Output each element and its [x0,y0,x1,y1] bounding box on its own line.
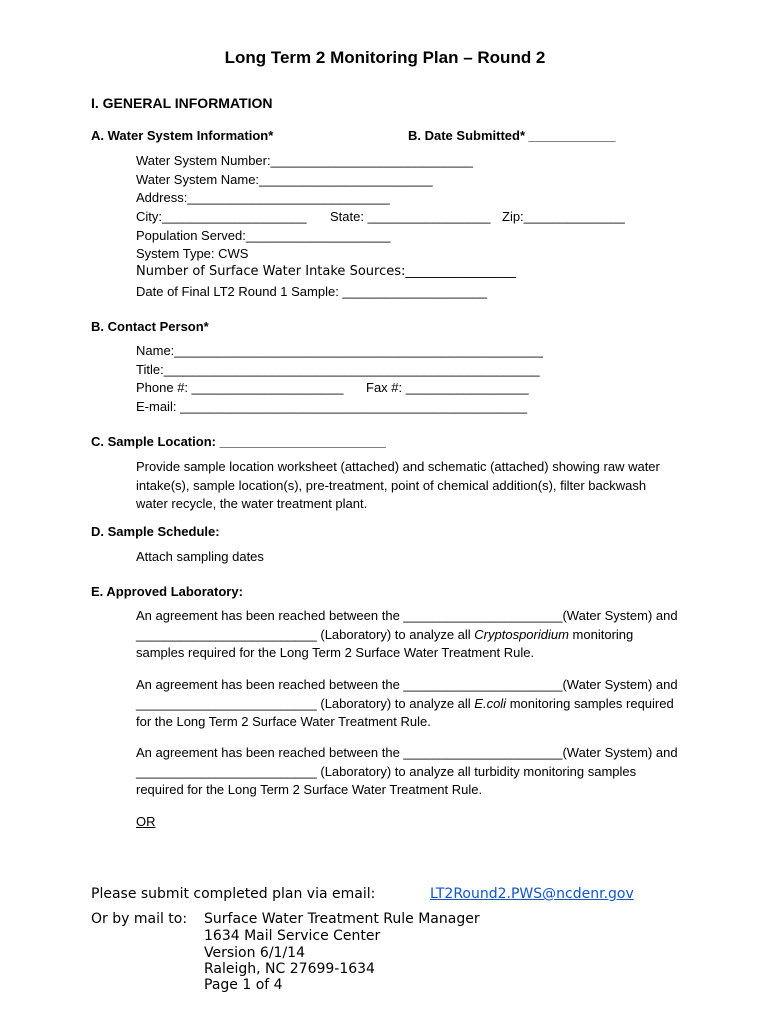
date-submitted-field[interactable]: B. Date Submitted* ____________ [408,128,616,143]
submit-email-label: Please submit completed plan via email: [91,886,376,902]
page-number: Page 1 of 4 [204,977,283,993]
agreement-text: An agreement has been reached between the ______________________(Water System) and _________________________ (Laboratory) to analyze all [136,677,678,711]
contact-person-heading: B. Contact Person* [91,319,209,334]
contact-title-field[interactable]: Title:____________________________________________________ [136,362,540,377]
water-system-number-field[interactable]: Water System Number:____________________________ [136,153,474,168]
email-field[interactable]: E-mail: ________________________________________________ [136,399,528,414]
agreement-text: monitoring samples required for the Long Term 2 Surface Water Treatment Rule. [136,695,674,729]
agreement-text: monitoring samples required for the Long Term 2 Surface Water Treatment Rule. [136,626,634,660]
water-system-info-heading: A. Water System Information* [91,128,274,143]
water-system-name-field[interactable]: Water System Name:________________________ [136,172,433,187]
address-field[interactable]: Address:____________________________ [136,190,390,205]
sample-location-heading[interactable]: C. Sample Location: _______________________ [91,434,386,449]
state-field[interactable]: State: _________________ [330,209,491,224]
agreement-text: An agreement has been reached between the ______________________(Water System) and _________________________ (Laboratory) to analyze all [136,608,678,642]
final-sample-date-field[interactable]: Date of Final LT2 Round 1 Sample: ____________________ [136,284,488,299]
section-general-heading: I. GENERAL INFORMATION [91,95,273,111]
sample-location-text: Provide sample location worksheet (attached) and schematic (attached) showing raw water intake(s), sample location(s), pre-treatment, point of chemical addition(s), filter backwash water recycle, the water treatment plant. [136,459,660,511]
lab-agreement-ecoli[interactable] [136,676,684,732]
or-separator: OR [136,814,156,829]
system-type-field: System Type: CWS [136,246,249,261]
organism-name: Cryptosporidium [474,626,569,642]
approved-laboratory-heading: E. Approved Laboratory: [91,584,243,599]
city-field[interactable]: City:____________________ [136,209,307,224]
page-title: Long Term 2 Monitoring Plan – Round 2 [224,48,546,67]
phone-field[interactable]: Phone #: _____________________ [136,380,344,395]
intake-sources-field[interactable]: Number of Surface Water Intake Sources:_________________ [136,264,516,279]
submission-email-link[interactable]: LT2Round2.PWS@ncdenr.gov [430,886,634,902]
organism-name: E.coli [474,695,507,711]
mail-address-line: 1634 Mail Service Center [204,928,381,944]
mail-label: Or by mail to: [91,911,188,927]
population-served-field[interactable]: Population Served:____________________ [136,228,391,243]
contact-name-field[interactable]: Name:___________________________________________________ [136,343,544,358]
lab-agreement-cryptosporidium[interactable] [136,607,684,663]
agreement-text: An agreement has been reached between the ______________________(Water System) and _________________________ (Laboratory) to analyze all turbidity monitoring samples required for the Long Term 2 Surface Water Treatment Rule. [136,745,678,797]
mail-address-line: Surface Water Treatment Rule Manager [204,911,480,927]
sample-schedule-text: Attach sampling dates [136,549,264,564]
lab-agreement-turbidity[interactable] [136,744,684,800]
zip-field[interactable]: Zip:______________ [502,209,625,224]
sample-schedule-heading: D. Sample Schedule: [91,524,220,539]
mail-address-line: Raleigh, NC 27699-1634 [204,961,375,977]
version-line: Version 6/1/14 [204,945,305,961]
fax-field[interactable]: Fax #: _________________ [366,380,529,395]
